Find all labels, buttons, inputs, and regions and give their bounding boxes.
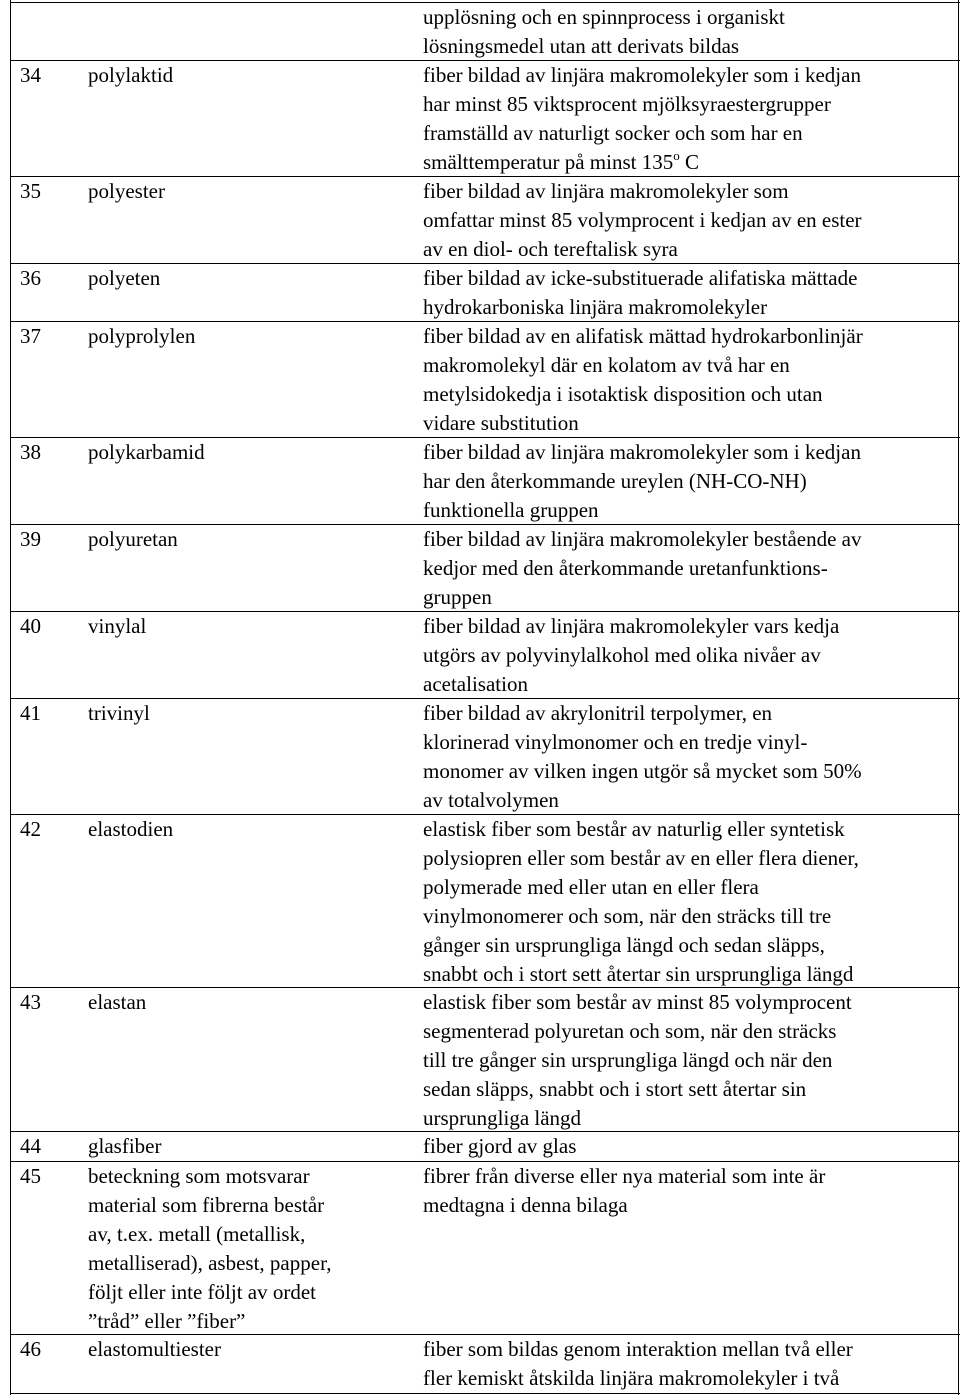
description-line: vidare substitution [423,411,579,435]
description-line: funktionella gruppen [423,498,599,522]
description-line: fiber bildad av linjära makromolekyler som i kedjan [423,63,861,87]
description-line: sedan släpps, snabbt och i stort sett återtar sin [423,1077,807,1101]
row-number: 46 [20,1337,41,1361]
description-cell [423,61,960,177]
description-line: vinylmonomerer och som, när den sträcks till tre [423,904,832,928]
fiber-name: ”tråd” eller ”fiber” [88,1309,246,1333]
row-number: 37 [20,324,41,348]
fiber-name: polylaktid [88,63,174,87]
fiber-name: trivinyl [88,701,150,725]
description-line: elastisk fiber som består av minst 85 volymprocent [423,990,852,1014]
fiber-name-cell [88,988,418,1017]
fiber-name: polyuretan [88,527,178,551]
description-cell [423,3,960,61]
fiber-name: polyeten [88,266,161,290]
description-cell [423,264,960,322]
description-line: fler kemiskt åtskilda linjära makromolekyler i två [423,1366,840,1390]
description-line: omfattar minst 85 volymprocent i kedjan av en ester [423,208,862,232]
fiber-name-cell [88,177,418,206]
description-line: av en diol- och tereftalisk syra [423,237,678,261]
description-cell [423,699,960,815]
description-cell [423,525,960,612]
fiber-name-cell [88,1132,418,1161]
fiber-name-cell [88,525,418,554]
degree-superscript: o [673,148,680,163]
description-line: kedjor med den återkommande uretanfunktions- [423,556,828,580]
description-cell [423,438,960,525]
description-line: fiber bildad av linjära makromolekyler bestående av [423,527,862,551]
fiber-name: polyester [88,179,165,203]
description-line: acetalisation [423,672,528,696]
description-line: lösningsmedel utan att derivats bildas [423,34,740,58]
description-line: fiber gjord av glas [423,1134,577,1158]
description-line: elastisk fiber som består av naturlig eller syntetisk [423,817,845,841]
fiber-name: vinylal [88,614,147,638]
description-line: klorinerad vinylmonomer och en tredje vinyl- [423,730,808,754]
fiber-name-cell [88,264,418,293]
fiber-name: material som fibrerna består [88,1193,325,1217]
description-cell [423,612,960,699]
description-line: fiber bildad av linjära makromolekyler vars kedja [423,614,840,638]
row-number: 34 [20,63,41,87]
fiber-name: polyprolylen [88,324,196,348]
fiber-name-cell [88,699,418,728]
fiber-name: av, t.ex. metall (metallisk, [88,1222,306,1246]
description-line: av totalvolymen [423,788,559,812]
description-line: gruppen [423,585,492,609]
fiber-name-cell [88,322,418,351]
description-line: har minst 85 viktsprocent mjölksyraestergrupper [423,92,831,116]
description-line: monomer av vilken ingen utgör så mycket som 50% [423,759,862,783]
description-line: hydrokarboniska linjära makromolekyler [423,295,768,319]
description-line: fiber bildad av linjära makromolekyler som [423,179,789,203]
fiber-name: elastomultiester [88,1337,221,1361]
row-number: 42 [20,817,41,841]
fiber-name: elastan [88,990,147,1014]
description-line: upplösning och en spinnprocess i organiskt [423,5,785,29]
description-cell [423,322,960,438]
description-line: makromolekyl där en kolatom av två har en [423,353,790,377]
temperature-unit: C [684,150,699,174]
row-number: 39 [20,527,41,551]
description-line: utgörs av polyvinylalkohol med olika nivåer av [423,643,821,667]
fiber-name: elastodien [88,817,174,841]
fiber-name: polykarbamid [88,440,205,464]
row-number: 45 [20,1164,41,1188]
description-line: snabbt och i stort sett återtar sin ursprungliga längd [423,962,854,986]
description-cell [423,988,960,1133]
row-separator [10,1393,960,1394]
row-number: 40 [20,614,41,638]
description-cell [423,177,960,264]
description-line: polymerade med eller utan en eller flera [423,875,759,899]
description-line: fiber bildad av icke-substituerade alifatiska mättade [423,266,858,290]
fiber-name-cell [88,438,418,467]
row-number: 44 [20,1134,41,1158]
fiber-name-cell [88,612,418,641]
row-number: 36 [20,266,41,290]
fiber-name-cell [88,1162,418,1336]
description-line: fiber bildad av linjära makromolekyler som i kedjan [423,440,861,464]
description-line: metylsidokedja i isotaktisk disposition och utan [423,382,823,406]
description-line: polysiopren eller som består av en eller flera diener, [423,846,859,870]
description-line: segmenterad polyuretan och som, när den sträcks [423,1019,837,1043]
temperature-text: smälttemperatur på minst 135 [423,150,674,174]
fiber-name: följt eller inte följt av ordet [88,1280,317,1304]
row-number: 43 [20,990,41,1014]
fiber-name-cell [88,61,418,90]
fiber-name-cell [88,815,418,844]
description-line: framställd av naturligt socker och som har en [423,121,803,145]
row-number: 35 [20,179,41,203]
description-line: fiber bildad av akrylonitril terpolymer, en [423,701,773,725]
description-cell [423,1132,960,1161]
description-line: gånger sin ursprungliga längd och sedan släpps, [423,933,825,957]
fiber-name: glasfiber [88,1134,162,1158]
description-line: har den återkommande ureylen (NH-CO-NH) [423,469,807,493]
row-number: 41 [20,701,41,725]
description-cell [423,1335,960,1393]
description-line: ursprungliga längd [423,1106,582,1130]
description-line: fiber bildad av en alifatisk mättad hydrokarbonlinjär [423,324,863,348]
fiber-name: beteckning som motsvarar [88,1164,310,1188]
description-line: fiber som bildas genom interaktion mellan två eller [423,1337,853,1361]
description-line: till tre gånger sin ursprungliga längd och när den [423,1048,833,1072]
row-number: 38 [20,440,41,464]
description-cell [423,1162,960,1220]
description-line [423,148,960,177]
fiber-name-cell [88,1335,418,1364]
description-cell [423,815,960,989]
fiber-name: metalliserad), asbest, papper, [88,1251,332,1275]
description-line: fibrer från diverse eller nya material som inte är [423,1164,826,1188]
description-line: medtagna i denna bilaga [423,1193,628,1217]
